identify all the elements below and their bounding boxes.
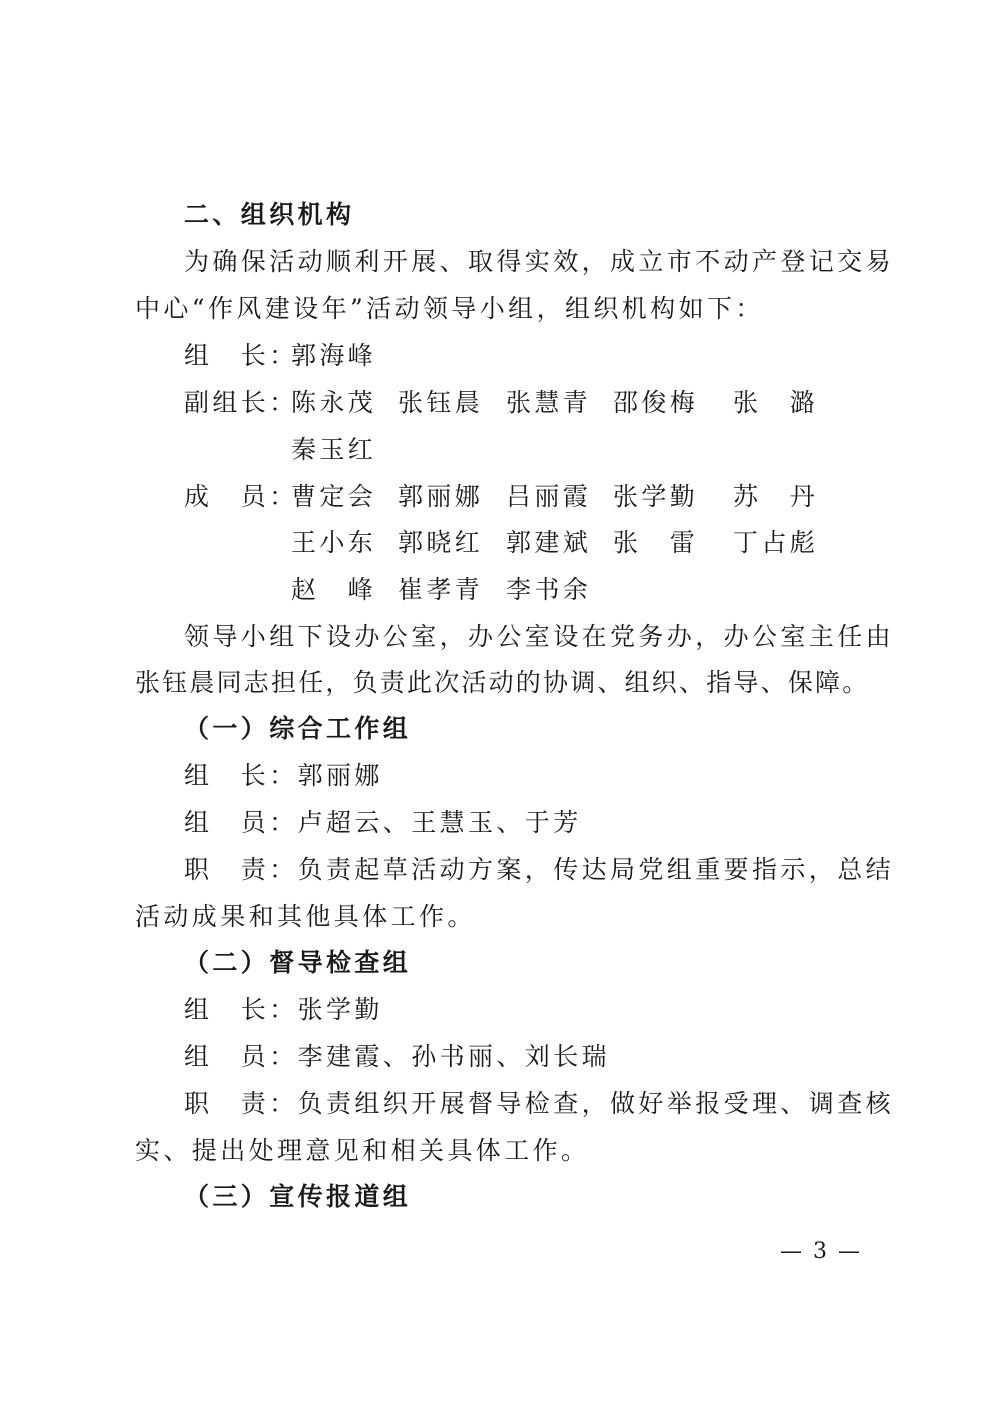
group-2-members: 组 员：李建霞、孙书丽、刘长瑞: [184, 1042, 611, 1071]
member-name: 吕丽霞: [506, 482, 592, 511]
deputy-name: 张钰晨: [398, 388, 484, 417]
leader-row: [0, 341, 992, 371]
office-note-line-2: 张钰晨同志担任，负责此次活动的协调、组织、指导、保障。: [135, 668, 870, 697]
member-name: 张 雷: [613, 528, 699, 557]
leader-label: 组 长：: [184, 341, 298, 370]
group-1-members: 组 员：卢超云、王慧玉、于芳: [184, 808, 582, 837]
member-name: 王小东: [291, 528, 377, 557]
intro-line-1: 为确保活动顺利开展、取得实效，成立市不动产登记交易: [184, 247, 895, 276]
member-name: 曹定会: [291, 482, 377, 511]
member-name: 赵 峰: [291, 575, 377, 604]
member-name: 丁占彪: [733, 528, 819, 557]
group-1-leader: 组 长：郭丽娜: [184, 761, 383, 790]
page-number: — 3 —: [780, 1239, 862, 1264]
group-2-duty-line-2: 实、提出处理意见和相关具体工作。: [135, 1136, 590, 1165]
deputy-name: 邵俊梅: [613, 388, 699, 417]
member-name: 郭建斌: [506, 528, 592, 557]
group-3-title: （三）宣传报道组: [184, 1182, 412, 1211]
group-1-duty-line-2: 活动成果和其他具体工作。: [135, 902, 476, 931]
group-2-title: （二）督导检查组: [184, 948, 412, 977]
member-name: 郭丽娜: [398, 482, 484, 511]
group-2-duty-line-1: 职 责：负责组织开展督导检查，做好举报受理、调查核: [184, 1089, 895, 1118]
members-label: 成 员：: [184, 482, 298, 511]
deputy-name: 张慧青: [506, 388, 592, 417]
member-name: 崔孝青: [398, 575, 484, 604]
member-name: 郭晓红: [398, 528, 484, 557]
group-1-duty-line-1: 职 责：负责起草活动方案，传达局党组重要指示，总结: [184, 855, 895, 884]
deputy-label: 副组长：: [184, 388, 298, 417]
intro-line-2: 中心“作风建设年”活动领导小组，组织机构如下：: [135, 294, 764, 323]
deputy-name: 张 潞: [733, 388, 819, 417]
section-heading: 二、组织机构: [184, 200, 355, 229]
deputy-row-2: [0, 435, 992, 465]
group-1-title: （一）综合工作组: [184, 714, 412, 743]
member-name: 李书余: [506, 575, 592, 604]
member-row-2: [0, 528, 992, 558]
deputy-name: 陈永茂: [291, 388, 377, 417]
group-2-leader: 组 长：张学勤: [184, 995, 383, 1024]
member-row-1: [0, 482, 992, 512]
deputy-row-1: [0, 388, 992, 418]
office-note-line-1: 领导小组下设办公室，办公室设在党务办，办公室主任由: [184, 622, 895, 651]
member-row-3: [0, 575, 992, 605]
member-name: 苏 丹: [733, 482, 819, 511]
member-name: 张学勤: [613, 482, 699, 511]
deputy-name: 秦玉红: [291, 435, 377, 464]
leader-name: 郭海峰: [291, 341, 377, 370]
